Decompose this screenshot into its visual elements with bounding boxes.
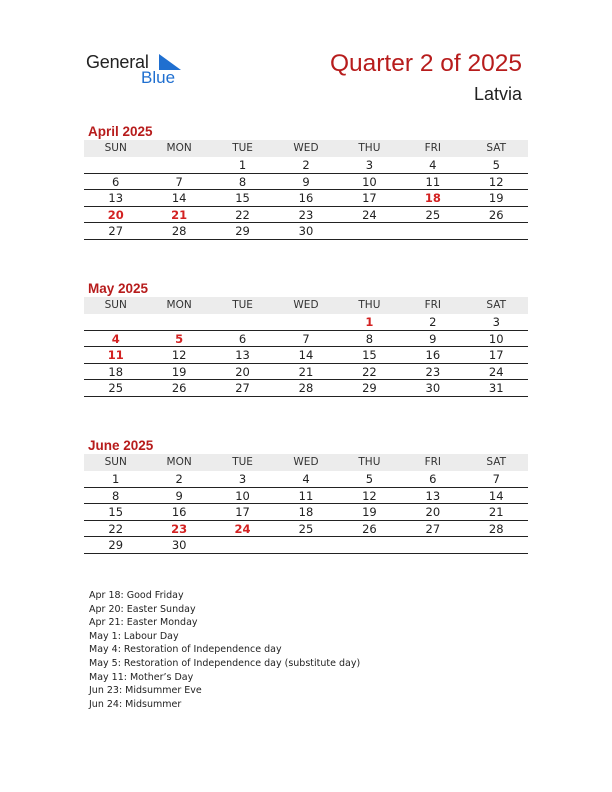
empty-cell	[274, 314, 337, 330]
week-row	[84, 537, 528, 554]
day-cell: 31	[488, 381, 504, 395]
day-cell: 26	[171, 381, 187, 395]
day-header: THU	[358, 456, 381, 468]
day-cell: 14	[488, 488, 504, 503]
day-header: WED	[293, 456, 319, 468]
day-cell: 16	[298, 191, 314, 205]
holiday-item: Jun 24: Midsummer	[89, 698, 182, 710]
day-cell: 28	[488, 521, 504, 536]
empty-cell	[84, 157, 147, 173]
day-cell: 2	[175, 472, 183, 486]
day-cell: 3	[238, 472, 247, 486]
day-cell: 10	[235, 488, 250, 503]
logo	[86, 52, 186, 92]
holiday-item: Apr 18: Good Friday	[89, 590, 184, 601]
day-cell: 1	[112, 472, 120, 486]
day-cell: 1	[238, 158, 247, 172]
week-row	[84, 504, 528, 521]
day-header: SAT	[486, 142, 507, 154]
day-header: TUE	[232, 456, 253, 468]
day-cell: 28	[298, 381, 314, 395]
week-row	[84, 157, 528, 174]
country-name: Latvia	[473, 84, 522, 104]
week-row	[84, 488, 528, 505]
day-cell: 6	[429, 472, 437, 486]
day-cell: 24	[362, 207, 377, 222]
day-cell: 7	[302, 331, 310, 346]
week-row	[84, 190, 528, 207]
holiday-item: Jun 23: Midsummer Eve	[89, 685, 202, 697]
day-cell: 27	[425, 521, 441, 536]
day-cell: 27	[108, 224, 124, 238]
weeks	[84, 314, 528, 397]
day-header: MON	[166, 456, 192, 468]
day-cell: 19	[488, 191, 504, 205]
day-cell: 15	[362, 348, 377, 362]
logo-general: General	[86, 52, 149, 72]
week-row	[84, 314, 528, 331]
day-cell: 9	[175, 488, 183, 503]
weeks	[84, 157, 528, 240]
day-cell: 2	[429, 315, 437, 329]
day-cell: 23	[298, 207, 314, 222]
day-cell: 18	[298, 505, 314, 519]
day-cell: 19	[362, 505, 377, 519]
empty-cell	[84, 314, 147, 330]
day-cell: 12	[362, 488, 377, 503]
day-header-row	[84, 454, 528, 471]
day-header: THU	[358, 299, 381, 311]
week-row	[84, 207, 528, 224]
empty-cell	[147, 157, 210, 173]
day-cell: 19	[171, 364, 187, 379]
day-cell: 20	[425, 505, 441, 519]
day-cell: 21	[171, 207, 188, 222]
day-cell: 13	[425, 488, 441, 503]
holiday-item: Apr 21: Easter Monday	[89, 617, 198, 629]
empty-cell	[338, 223, 401, 239]
day-cell: 5	[492, 158, 500, 172]
day-cell: 20	[107, 207, 124, 222]
day-cell: 8	[238, 174, 247, 189]
day-cell: 1	[365, 315, 374, 329]
day-cell: 13	[235, 348, 250, 362]
day-cell: 16	[171, 505, 187, 519]
day-cell: 17	[488, 348, 504, 362]
empty-cell	[211, 314, 274, 330]
day-cell: 8	[112, 488, 120, 503]
day-cell: 12	[171, 348, 187, 362]
day-cell: 15	[108, 505, 124, 519]
day-header: THU	[358, 142, 381, 154]
day-header: MON	[166, 142, 192, 154]
day-cell: 3	[365, 158, 374, 172]
month-title: May 2025	[88, 281, 149, 296]
day-cell: 16	[425, 348, 441, 362]
day-header: TUE	[232, 142, 253, 154]
day-header: SUN	[104, 456, 127, 468]
day-header: SAT	[486, 456, 507, 468]
day-cell: 7	[492, 472, 500, 486]
day-cell: 9	[429, 331, 437, 346]
day-cell: 22	[362, 364, 377, 379]
holiday-item: Apr 20: Easter Sunday	[89, 603, 196, 615]
day-cell: 29	[235, 224, 250, 238]
day-cell: 17	[235, 505, 250, 519]
day-cell: 17	[362, 191, 377, 205]
month-title: June 2025	[88, 438, 154, 453]
empty-cell	[274, 537, 337, 553]
day-cell: 24	[488, 364, 504, 379]
day-header: MON	[166, 299, 192, 311]
day-header: SUN	[104, 299, 127, 311]
day-cell: 6	[112, 174, 120, 189]
day-header: FRI	[424, 142, 442, 154]
holiday-list	[89, 589, 360, 711]
day-cell: 4	[302, 472, 310, 486]
week-row	[84, 471, 528, 488]
day-cell: 8	[365, 331, 374, 346]
day-cell: 11	[425, 174, 441, 189]
week-row	[84, 174, 528, 191]
day-cell: 4	[111, 331, 120, 346]
empty-cell	[465, 223, 528, 239]
day-cell: 29	[108, 538, 124, 552]
day-cell: 23	[425, 364, 441, 379]
day-cell: 30	[171, 538, 187, 552]
holiday-item: May 11: Mother’s Day	[89, 671, 194, 683]
week-row	[84, 331, 528, 348]
empty-cell	[401, 223, 464, 239]
day-cell: 29	[362, 381, 377, 395]
day-cell: 3	[492, 315, 500, 329]
holiday-item: May 4: Restoration of Independence day	[89, 644, 282, 656]
empty-cell	[211, 537, 274, 553]
day-header: FRI	[424, 299, 442, 311]
day-cell: 30	[298, 224, 314, 238]
empty-cell	[465, 537, 528, 553]
day-header: SUN	[104, 142, 127, 154]
day-header: WED	[293, 299, 319, 311]
holiday-item: May 1: Labour Day	[89, 630, 179, 642]
month-title: April 2025	[88, 124, 153, 139]
day-cell: 5	[175, 331, 184, 346]
day-cell: 13	[108, 191, 124, 205]
day-cell: 4	[429, 158, 437, 172]
day-cell: 22	[235, 207, 250, 222]
day-cell: 9	[302, 174, 310, 189]
week-row	[84, 347, 528, 364]
day-cell: 22	[108, 521, 124, 536]
page-title: Quarter 2 of 2025	[329, 50, 522, 77]
day-cell: 11	[298, 488, 314, 503]
day-cell: 12	[488, 174, 504, 189]
day-cell: 21	[298, 364, 314, 379]
day-cell: 5	[365, 472, 374, 486]
day-cell: 18	[424, 191, 441, 205]
day-cell: 21	[488, 505, 504, 519]
day-cell: 23	[171, 521, 188, 536]
day-header: FRI	[424, 456, 442, 468]
month-june	[84, 437, 528, 554]
day-cell: 27	[235, 381, 250, 395]
day-cell: 20	[235, 364, 250, 379]
day-cell: 10	[488, 331, 504, 346]
empty-cell	[147, 314, 210, 330]
logo-blue: Blue	[141, 68, 176, 87]
day-header-row	[84, 140, 528, 157]
day-cell: 10	[362, 174, 377, 189]
day-cell: 24	[234, 521, 251, 536]
day-cell: 18	[108, 364, 124, 379]
day-cell: 14	[298, 348, 314, 362]
day-cell: 26	[362, 521, 377, 536]
day-cell: 14	[171, 191, 187, 205]
day-cell: 15	[235, 191, 250, 205]
month-april	[84, 123, 528, 240]
day-cell: 30	[425, 381, 441, 395]
day-header-row	[84, 297, 528, 314]
day-cell: 11	[107, 348, 124, 362]
day-cell: 25	[425, 207, 441, 222]
day-header: SAT	[486, 299, 507, 311]
empty-cell	[401, 537, 464, 553]
day-cell: 2	[302, 158, 310, 172]
day-cell: 7	[175, 174, 183, 189]
week-row	[84, 521, 528, 538]
day-cell: 25	[298, 521, 314, 536]
day-cell: 26	[488, 207, 504, 222]
day-header: WED	[293, 142, 319, 154]
week-row	[84, 364, 528, 381]
empty-cell	[338, 537, 401, 553]
weeks	[84, 471, 528, 554]
week-row	[84, 223, 528, 240]
day-cell: 28	[171, 224, 187, 238]
day-header: TUE	[232, 299, 253, 311]
day-cell: 25	[108, 381, 124, 395]
week-row	[84, 380, 528, 397]
day-cell: 6	[238, 331, 247, 346]
holiday-item: May 5: Restoration of Independence day (substitute day)	[89, 657, 361, 669]
month-may	[84, 280, 528, 397]
